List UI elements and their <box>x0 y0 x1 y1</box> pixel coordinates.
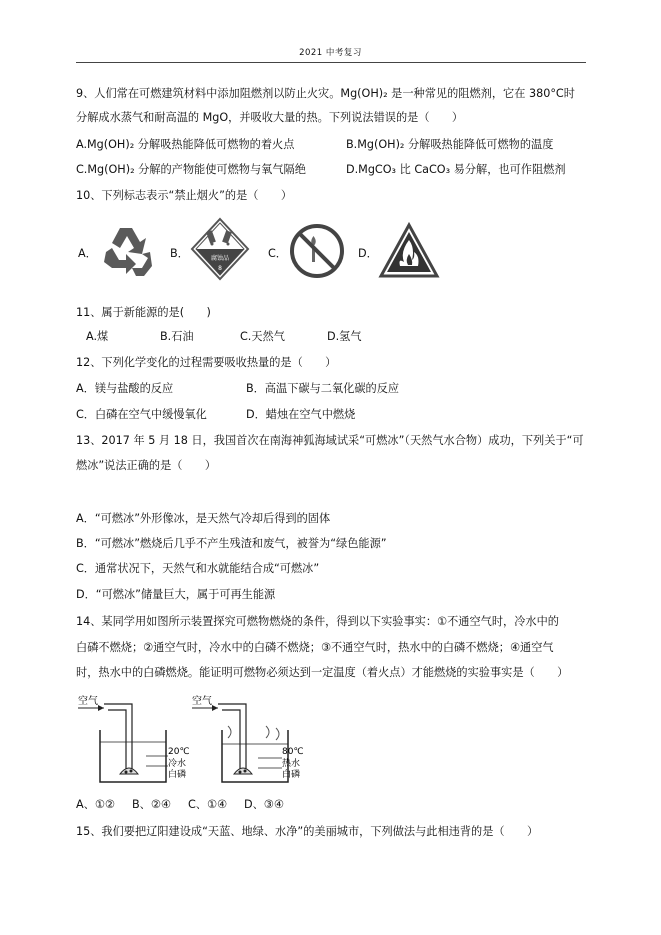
q13-option-d: D．“可燃冰”储量巨大，属于可再生能源 <box>76 588 276 601</box>
q11-option-b: B.石油 <box>160 330 194 343</box>
right-temp-label: 80℃ <box>282 747 304 757</box>
q13-option-a: A．“可燃冰”外形像冰，是天然气冷却后得到的固体 <box>76 512 331 525</box>
sign-corrosive-number: 8 <box>218 265 222 272</box>
q11-stem: 11、属于新能源的是( ) <box>76 306 211 319</box>
q11-option-c: C.天然气 <box>240 330 285 343</box>
q9-option-c: C.Mg(OH)₂ 分解的产物能使可燃物与氧气隔绝 <box>76 163 306 176</box>
q9-option-b: B.Mg(OH)₂ 分解吸热能降低可燃物的温度 <box>346 138 554 151</box>
q10-label-c: C． <box>268 247 287 260</box>
left-water-label: 冷水 <box>168 759 187 769</box>
left-temp-label: 20℃ <box>168 747 190 757</box>
experiment-figure <box>76 690 306 790</box>
q13-stem-line1: 13、2017 年 5 月 18 日，我国首次在南海神狐海域试采“可燃冰”（天然气水合物）成功，下列关于“可 <box>76 434 584 447</box>
no-fire-icon <box>288 222 346 280</box>
q14-stem-line1: 14、某同学用如图所示装置探究可燃物燃烧的条件，得到以下实验事实：①不通空气时，冷水中的 <box>76 615 559 628</box>
q12-option-b: B．高温下碳与二氧化碳的反应 <box>246 382 400 395</box>
right-solid-label: 白磷 <box>282 770 301 780</box>
hot-water-beaker <box>192 694 304 782</box>
q13-option-b: B．“可燃冰”燃烧后几乎不产生残渣和废气，被誉为“绿色能源” <box>76 537 387 550</box>
q14-stem-line3: 时，热水中的白磷燃烧。能证明可燃物必须达到一定温度（着火点）才能燃烧的实验事实是（ ） <box>76 666 569 679</box>
left-air-label: 空气 <box>78 696 98 707</box>
right-air-label: 空气 <box>192 696 212 707</box>
q9-option-a: A.Mg(OH)₂ 分解吸热能降低可燃物的着火点 <box>76 138 295 151</box>
q11-option-d: D.氢气 <box>327 330 362 343</box>
q12-option-c: C．白磷在空气中缓慢氧化 <box>76 408 207 421</box>
q14-option-a: A、①② <box>76 798 115 811</box>
q12-option-a: A．镁与盐酸的反应 <box>76 382 174 395</box>
q14-option-b: B、②④ <box>132 798 171 811</box>
q10-label-b: B． <box>170 247 189 260</box>
q13-option-c: C．通常状况下，天然气和水就能结合成“可燃冰” <box>76 562 320 575</box>
q12-stem: 12、下列化学变化的过程需要吸收热量的是（ ） <box>76 356 337 369</box>
flammable-icon <box>378 222 440 280</box>
q14-stem-line2: 白磷不燃烧；②通空气时，冷水中的白磷不燃烧；③不通空气时，热水中的白磷不燃烧；④通空气 <box>76 641 554 654</box>
q15-stem: 15、我们要把辽阳建设成“天蓝、地绿、水净”的美丽城市，下列做法与此相违背的是（ ） <box>76 825 539 838</box>
cold-water-beaker <box>78 694 190 782</box>
q14-option-c: C、①④ <box>188 798 228 811</box>
q11-option-a: A.煤 <box>86 330 109 343</box>
page-header: 2021 中考复习 <box>299 48 362 58</box>
q9-stem-line2: 分解成水蒸气和耐高温的 MgO，并吸收大量的热。下列说法错误的是（ ） <box>76 111 464 124</box>
q14-option-d: D、③④ <box>244 798 284 811</box>
right-water-label: 热水 <box>282 759 301 769</box>
q13-stem-line2: 燃冰”说法正确的是（ ） <box>76 459 217 472</box>
sign-corrosive-text: 腐蚀品 <box>210 255 230 262</box>
q12-option-d: D．蜡烛在空气中燃烧 <box>246 408 356 421</box>
header-rule <box>76 62 586 63</box>
q10-stem: 10、下列标志表示“禁止烟火”的是（ ） <box>76 189 293 202</box>
q10-label-a: A． <box>78 247 97 260</box>
left-solid-label: 白磷 <box>168 770 187 780</box>
q9-stem-line1: 9、人们常在可燃建筑材料中添加阻燃剂以防止火灾。Mg(OH)₂ 是一种常见的阻燃剂，它在 380°C时 <box>76 87 575 100</box>
q9-option-d: D.MgCO₃ 比 CaCO₃ 易分解，也可作阻燃剂 <box>346 163 566 176</box>
q10-label-d: D． <box>358 247 378 260</box>
recycle-icon <box>98 222 154 280</box>
corrosive-icon <box>190 217 250 285</box>
